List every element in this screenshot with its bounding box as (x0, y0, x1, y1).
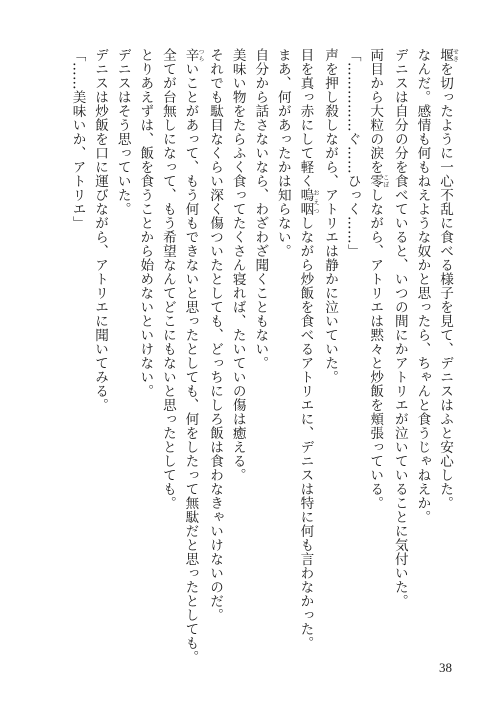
text-run: 声を押し殺しながら、アトリエは静かに泣いていた。 (322, 48, 339, 384)
text-run: しながら、アトリエは黙々と炒飯を頬張っている。 (367, 188, 384, 510)
furigana-word (297, 188, 319, 216)
text-run: 自分から話さないなら、わざわざ聞くこともない。 (252, 48, 269, 370)
text-run: 目を真っ赤にして軽く (297, 48, 314, 188)
ruby-base: 零 (367, 174, 384, 188)
text-line (156, 48, 179, 668)
ruby-reading: おえつ (311, 188, 319, 216)
text-run: 両目から大粒の涙を (367, 48, 384, 174)
ruby-reading: こぼ (381, 174, 389, 188)
text-run: デニスは自分の分を食べていると、いつの間にかアトリエが泣いていることに気付いた。 (391, 48, 408, 608)
text-line (203, 48, 226, 668)
text-run: デニスは炒飯を口に運びながら、アトリエに聞いてみる。 (92, 48, 109, 412)
text-line (411, 48, 434, 668)
text-run: を切ったように一心不乱に食べる様子を見て、デニスはふと安心した。 (437, 62, 453, 510)
furigana-word: 堰せき (437, 48, 459, 62)
text-run: まあ、何があったかは知らない。 (274, 48, 291, 258)
text-line (89, 48, 112, 668)
text-line (134, 48, 157, 668)
text-run: いことがあって、もう何もできないと思ったとしても、何をしたって無駄だと思ったとしても。 (182, 62, 199, 664)
text-line (179, 48, 204, 668)
text-line (388, 48, 411, 668)
text-line (271, 48, 294, 668)
text-line (433, 48, 458, 668)
ruby-reading: つら (196, 48, 204, 62)
text-run: 「……………ぐ……ひっく……」 (344, 48, 361, 258)
text-run: 「……美味いか、アトリエ」 (69, 48, 86, 230)
text-line (249, 48, 272, 668)
page-number: 38 (439, 660, 452, 675)
vertical-text-body (66, 48, 458, 668)
ruby-base: 辛 (182, 48, 199, 62)
text-line (226, 48, 249, 668)
text-run: それでも駄目なくらい深く傷ついたとしても、どっちにしろ飯は食わなきゃいけないのだ。 (207, 48, 224, 622)
text-line (364, 48, 389, 668)
furigana-word (367, 174, 389, 188)
text-run: とりあえずは、飯を食うことから始めないといけない。 (137, 48, 154, 398)
text-run: なんだ。感情も何もねえような奴かと思ったら、ちゃんと食うじゃねえか。 (414, 48, 431, 524)
text-run: デニスはそう思っていた。 (114, 48, 131, 216)
text-line (111, 48, 134, 668)
ruby-reading: せき (451, 48, 459, 62)
furigana-word (182, 48, 204, 62)
text-run: しながら炒飯を食べるアトリエに、デニスは特に何も言わなかった。 (297, 216, 314, 650)
text-run: 美味い物をたらふく食ってたくさん寝れば、たいていの傷は癒える。 (229, 48, 246, 482)
text-line (341, 48, 364, 668)
ruby-base: 嗚咽 (297, 188, 314, 216)
text-line (66, 48, 89, 668)
text-line (294, 48, 319, 668)
text-line (318, 48, 341, 668)
text-run: 全てが台無しになって、もう希望なんてどこにもないと思ったとしても。 (159, 48, 176, 510)
